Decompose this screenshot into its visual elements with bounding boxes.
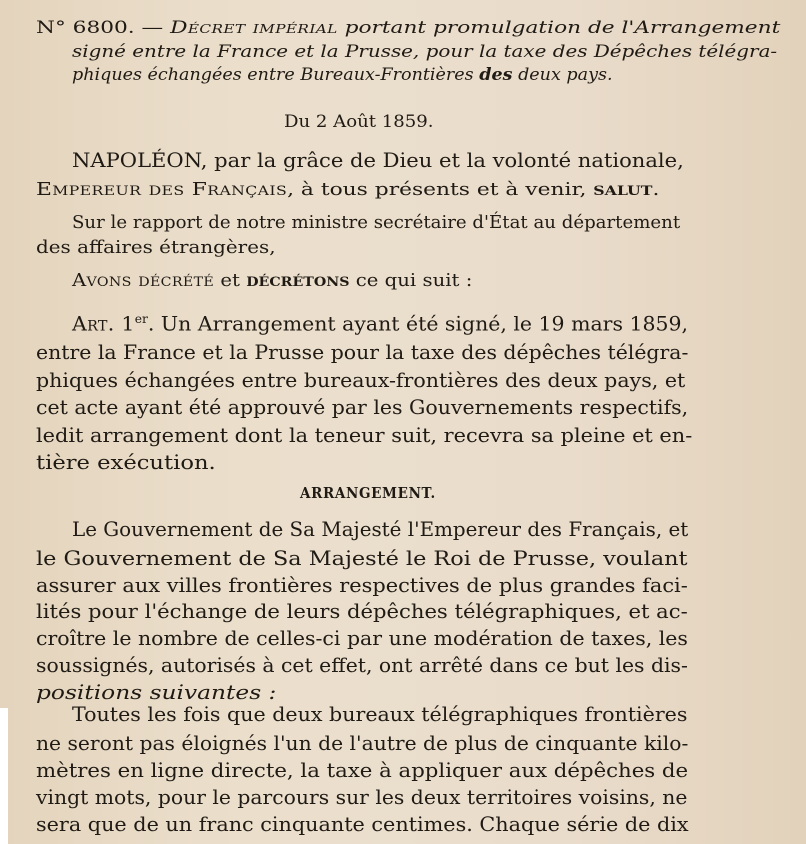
decree-header-line-3-part-1: phiques échangées entre Bureaux-Frontières <box>72 65 480 85</box>
decree-header-line-3-part-3: deux pays. <box>512 65 613 85</box>
rapport-line-1: Sur le rapport de notre ministre secrétaire d'État au département <box>72 212 681 233</box>
intro-line-2 <box>36 181 659 199</box>
salut-word: salut <box>593 179 653 200</box>
article-superscript: er <box>134 312 148 326</box>
arrangement-para-1-line-3: assurer aux villes frontières respectives de plus grandes faci- <box>36 573 688 597</box>
avons-rest: ce qui suit : <box>349 270 473 291</box>
avons-decrete: Avons décrété <box>72 270 215 291</box>
article-line-4: cet acte ayant été approuvé par les Gouvernements respectifs, <box>36 395 689 419</box>
decree-header-line-3 <box>72 67 613 84</box>
napoleon-name: NAPOLÉON <box>72 148 201 172</box>
intro-line-2-mid: , à tous présents et à venir, <box>287 179 594 200</box>
arrangement-para-1-line-4: lités pour l'échange de leurs dépêches télégraphiques, et ac- <box>36 599 688 623</box>
arrangement-heading: ARRANGEMENT. <box>300 484 436 502</box>
arrangement-para-2-line-3: mètres en ligne directe, la taxe à appliquer aux dépêches de <box>36 758 689 782</box>
decree-number: N° 6800. — <box>36 18 171 38</box>
intro-line-2-end: . <box>652 179 660 200</box>
intro-line-1-rest: , par la grâce de Dieu et la volonté nationale, <box>200 148 684 172</box>
article-number: Art. 1 <box>72 311 135 336</box>
arrangement-para-2-line-2: ne seront pas éloignés l'un de l'autre de plus de cinquante kilo- <box>36 731 689 755</box>
article-line-3: phiques échangées entre bureaux-frontières des deux pays, et <box>36 368 686 392</box>
decree-title-small-caps: Décret impérial <box>170 18 338 38</box>
article-line-5: ledit arrangement dont la teneur suit, recevra sa pleine et en- <box>36 423 693 447</box>
arrangement-para-2-line-1: Toutes les fois que deux bureaux télégraphiques frontières <box>72 702 688 726</box>
decree-header-line-3-part-2: des <box>479 65 513 85</box>
arrangement-para-2-line-4: vingt mots, pour le parcours sur les deux territoires voisins, ne <box>36 785 688 809</box>
arrangement-para-1-line-2: le Gouvernement de Sa Majesté le Roi de Prusse, voulant <box>36 546 688 570</box>
article-line-1-rest: . Un Arrangement ayant été signé, le 19 mars 1859, <box>147 311 689 336</box>
article-line-6: tière exécution. <box>36 450 216 474</box>
decretons: décrétons <box>246 270 350 291</box>
decree-title-rest: portant promulgation de l'Arrangement <box>337 18 781 38</box>
avons-decrete-line <box>72 272 472 290</box>
rapport-line-2: des affaires étrangères, <box>36 237 276 258</box>
scan-edge-mask <box>0 708 8 844</box>
arrangement-para-2-line-5: sera que de un franc cinquante centimes. Chaque série de dix <box>36 812 689 836</box>
avons-et: et <box>214 270 247 291</box>
decree-date: Du 2 Août 1859. <box>284 112 434 132</box>
arrangement-para-1-line-5: croître le nombre de celles-ci par une modération de taxes, les <box>36 626 688 650</box>
arrangement-para-1-line-7: positions suivantes : <box>36 680 277 704</box>
intro-line-1 <box>72 150 684 170</box>
arrangement-para-1-line-1: Le Gouvernement de Sa Majesté l'Empereur des Français, et <box>72 517 689 541</box>
decree-header-line-1 <box>36 20 780 37</box>
emperor-title: Empereur des Français <box>36 179 288 200</box>
article-line-1 <box>72 313 688 334</box>
arrangement-para-1-line-6: soussignés, autorisés à cet effet, ont arrêté dans ce but les dis- <box>36 653 688 677</box>
article-line-2: entre la France et la Prusse pour la taxe des dépêches télégra- <box>36 340 689 364</box>
decree-header-line-2: signé entre la France et la Prusse, pour la taxe des Dépêches télégra- <box>72 42 778 62</box>
